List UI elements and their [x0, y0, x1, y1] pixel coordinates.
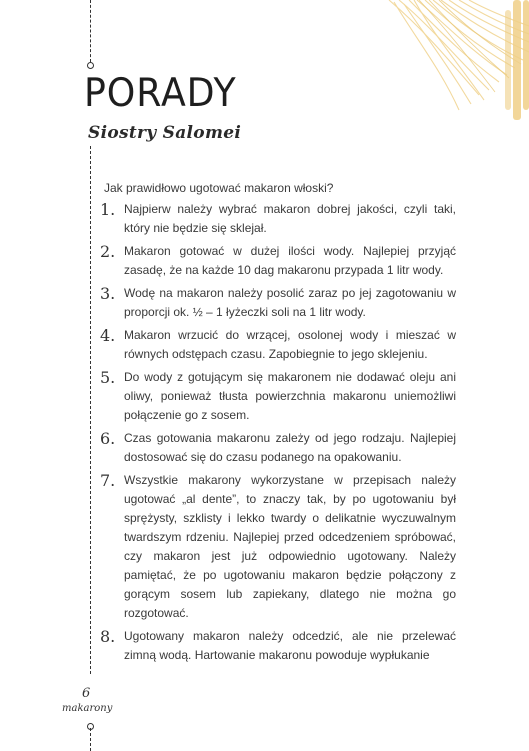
list-item-number: 4.: [100, 326, 116, 345]
list-item-text: Najpierw należy wybrać makaron dobrej jakości, czyli taki, który nie będzie się sklejał.: [124, 202, 456, 235]
section-name: makarony: [62, 703, 113, 714]
guide-line-main: [90, 146, 91, 674]
list-item-text: Wodę na makaron należy posolić zaraz po jej zagotowaniu w proporcji ok. ½ – 1 łyżeczki soli na 1 litr wody.: [124, 286, 456, 319]
list-item: [100, 200, 456, 238]
list-item-number: 2.: [100, 242, 116, 261]
list-item-text: Do wody z gotującym się makaronem nie dodawać oleju ani oliwy, ponieważ tłusta powierzchnia makaronu uniemożliwi połączenie go z sosem.: [124, 370, 456, 422]
list-item-number: 5.: [100, 368, 116, 387]
list-item-number: 7.: [100, 471, 116, 490]
list-item-number: 6.: [100, 429, 116, 448]
list-item-text: Czas gotowania makaronu zależy od jego rodzaju. Najlepiej dostosować się do czasu podanego na opakowaniu.: [124, 431, 456, 464]
tips-list: [100, 200, 456, 669]
intro-question: Jak prawidłowo ugotować makaron włoski?: [104, 181, 334, 195]
list-item: [100, 242, 456, 280]
list-item: [100, 627, 456, 665]
pasta-image: [329, 0, 529, 120]
list-item-text: Makaron gotować w dużej ilości wody. Najlepiej przyjąć zasadę, że na każde 10 dag makaronu przypada 1 litr wody.: [124, 244, 456, 277]
list-item: [100, 368, 456, 425]
list-item-text: Ugotowany makaron należy odcedzić, ale nie przelewać zimną wodą. Hartowanie makaronu powoduje wypłukanie: [124, 629, 456, 662]
list-item-number: 1.: [100, 200, 116, 219]
page-subtitle: Siostry Salomei: [88, 123, 242, 143]
list-item: [100, 429, 456, 467]
list-item-text: Wszystkie makarony wykorzystane w przepisach należy ugotować „al dente”, to znaczy tak, by po ugotowaniu był sprężysty, szklisty i lekko twardy o delikatnie wyczuwalnym twardszym rdzeniu. Najlepiej przed odcedzeniem spróbować, czy makaron jest już odpowiednio ugotowany. Należy pamiętać, że po ugotowaniu makaron będzie połączony z gorącym sosem lub zapiekany, dlatego nie można go rozgotować.: [124, 473, 456, 620]
list-item-number: 8.: [100, 627, 116, 646]
list-item: [100, 471, 456, 623]
page-title: PORADY: [84, 71, 237, 116]
list-item: [100, 326, 456, 364]
list-item-text: Makaron wrzucić do wrzącej, osolonej wody i mieszać w równych odstępach czasu. Zapobiegnie to jego sklejeniu.: [124, 328, 456, 361]
list-item-number: 3.: [100, 284, 116, 303]
list-item: [100, 284, 456, 322]
page-number: 6: [82, 686, 91, 701]
guide-pin-icon: [87, 62, 94, 69]
guide-line-top: [90, 0, 91, 62]
guide-line-bottom: [90, 728, 91, 751]
